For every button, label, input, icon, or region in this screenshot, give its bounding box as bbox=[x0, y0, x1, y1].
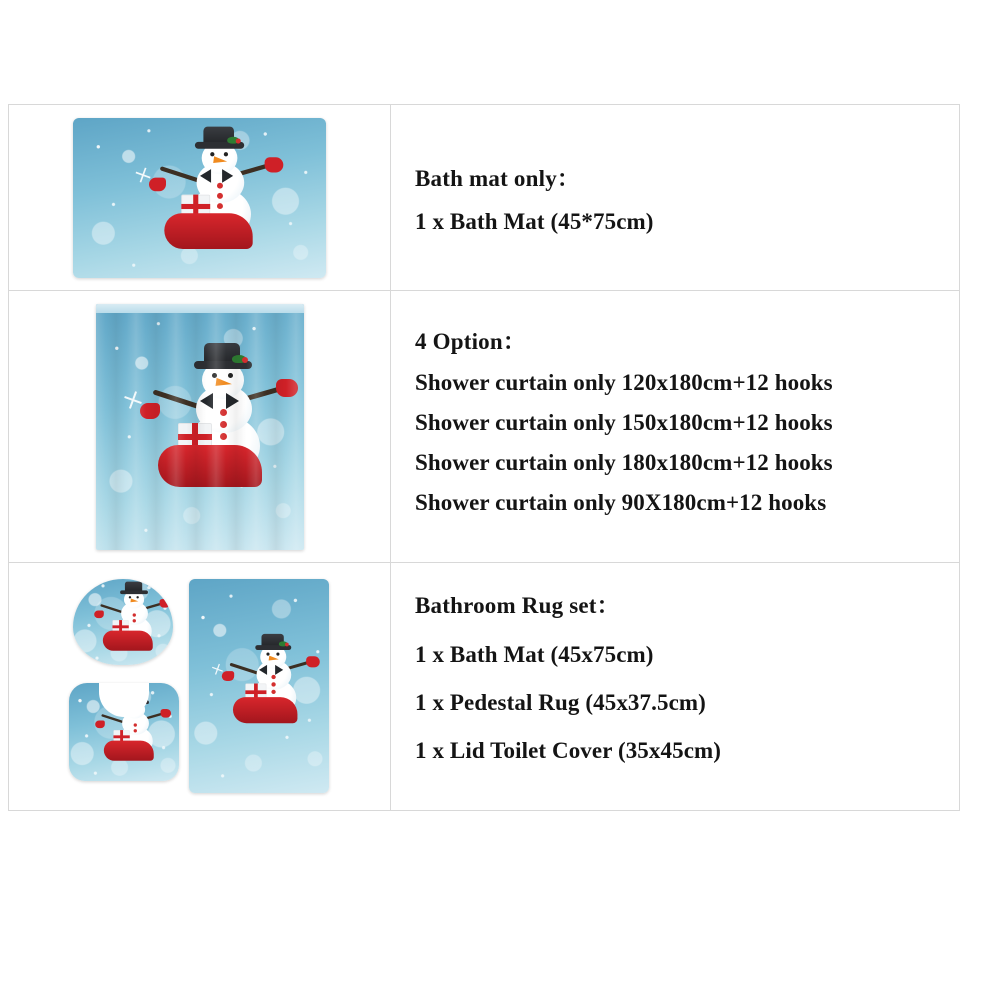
snowman-button-1 bbox=[133, 723, 136, 726]
row-line: 1 x Pedestal Rug (45x37.5cm) bbox=[415, 690, 706, 715]
bath-mat-image bbox=[189, 579, 329, 793]
snowman-right-mitten bbox=[276, 379, 298, 397]
snowman-left-mitten bbox=[149, 177, 166, 191]
shower-curtain-text-cell bbox=[391, 291, 959, 562]
row-line: 1 x Lid Toilet Cover (35x45cm) bbox=[415, 738, 722, 763]
shower-curtain-image-cell bbox=[9, 291, 391, 562]
snowman-button-2 bbox=[220, 421, 227, 428]
pedestal-rug-image bbox=[69, 683, 179, 781]
shower-curtain-product-image bbox=[96, 304, 304, 550]
snowman-button-1 bbox=[132, 613, 135, 616]
snowman-illustration bbox=[100, 357, 300, 497]
santa-sack bbox=[158, 445, 262, 487]
snowman-right-mitten bbox=[159, 598, 170, 607]
snowman-hat-brim bbox=[120, 590, 148, 594]
bath-mat-text-cell bbox=[391, 105, 959, 290]
snowman-illustration bbox=[197, 642, 321, 729]
rug-set-text-cell bbox=[391, 563, 959, 810]
row-line: Shower curtain only 150x180cm+12 hooks bbox=[415, 410, 833, 435]
snowman-left-eye bbox=[212, 373, 217, 378]
snowman-right-mitten bbox=[306, 656, 320, 667]
holly-berry-icon bbox=[285, 642, 289, 646]
snowman-right-eye bbox=[276, 652, 279, 655]
curtain-header-band bbox=[96, 304, 304, 313]
snowman-right-eye bbox=[223, 152, 227, 156]
holly-berry-icon bbox=[235, 138, 240, 143]
snowman-button-2 bbox=[132, 619, 135, 622]
snowman-button-1 bbox=[217, 182, 223, 188]
snowman-button-2 bbox=[271, 682, 275, 686]
santa-sack bbox=[103, 740, 153, 760]
row-line: Shower curtain only 90X180cm+12 hooks bbox=[415, 490, 827, 515]
spec-table bbox=[8, 104, 960, 811]
row-line: Shower curtain only 120x180cm+12 hooks bbox=[415, 370, 833, 395]
table-row bbox=[9, 291, 959, 563]
snowman-button-1 bbox=[271, 674, 275, 678]
holly-berry-icon bbox=[242, 357, 248, 363]
snowman-bowtie-right bbox=[222, 169, 233, 183]
row-line: 1 x Bath Mat (45x75cm) bbox=[415, 642, 654, 667]
row-line: 1 x Bath Mat (45*75cm) bbox=[415, 209, 654, 234]
rug-set-product-image bbox=[69, 573, 331, 801]
snowman-left-mitten bbox=[94, 610, 104, 618]
row-heading: Bath mat only： bbox=[415, 166, 581, 191]
snowman-right-mitten bbox=[264, 157, 283, 172]
snowman-carrot-nose bbox=[268, 655, 279, 661]
snowman-button-1 bbox=[220, 409, 227, 416]
lid-toilet-cover-image bbox=[73, 579, 173, 665]
row-heading: 4 Option： bbox=[415, 329, 527, 354]
snowman-carrot-nose bbox=[215, 377, 232, 387]
bath-mat-product-image bbox=[73, 118, 326, 278]
snowman-button-2 bbox=[133, 729, 136, 732]
snowman-bowtie-left bbox=[200, 393, 213, 409]
snowman-bowtie-right bbox=[226, 393, 239, 409]
snowman-carrot-nose bbox=[130, 598, 138, 603]
snowman-left-mitten bbox=[140, 403, 160, 419]
row-line: Shower curtain only 180x180cm+12 hooks bbox=[415, 450, 833, 475]
santa-sack bbox=[164, 213, 252, 249]
table-row bbox=[9, 563, 959, 811]
snowman-left-mitten bbox=[221, 671, 233, 681]
snowman-illustration bbox=[115, 138, 285, 257]
snowman-right-mitten bbox=[160, 708, 171, 717]
snowman-carrot-nose bbox=[213, 156, 227, 165]
snowman-right-eye bbox=[136, 596, 138, 598]
snowman-left-mitten bbox=[95, 720, 105, 728]
santa-sack bbox=[102, 630, 152, 650]
snowman-right-eye bbox=[228, 373, 233, 378]
bath-mat-image-cell bbox=[9, 105, 391, 290]
snowman-bowtie-left bbox=[200, 169, 211, 183]
snowman-bowtie-right bbox=[275, 664, 283, 674]
table-row bbox=[9, 105, 959, 291]
rug-set-image-cell bbox=[9, 563, 391, 810]
row-heading: Bathroom Rug set： bbox=[415, 593, 620, 618]
snowman-button-3 bbox=[271, 689, 275, 693]
snowman-bowtie-left bbox=[259, 664, 267, 674]
snowman-button-3 bbox=[217, 203, 223, 209]
santa-sack bbox=[232, 697, 296, 723]
snowman-button-2 bbox=[217, 192, 223, 198]
snowman-illustration bbox=[75, 588, 171, 655]
snowman-button-3 bbox=[220, 433, 227, 440]
